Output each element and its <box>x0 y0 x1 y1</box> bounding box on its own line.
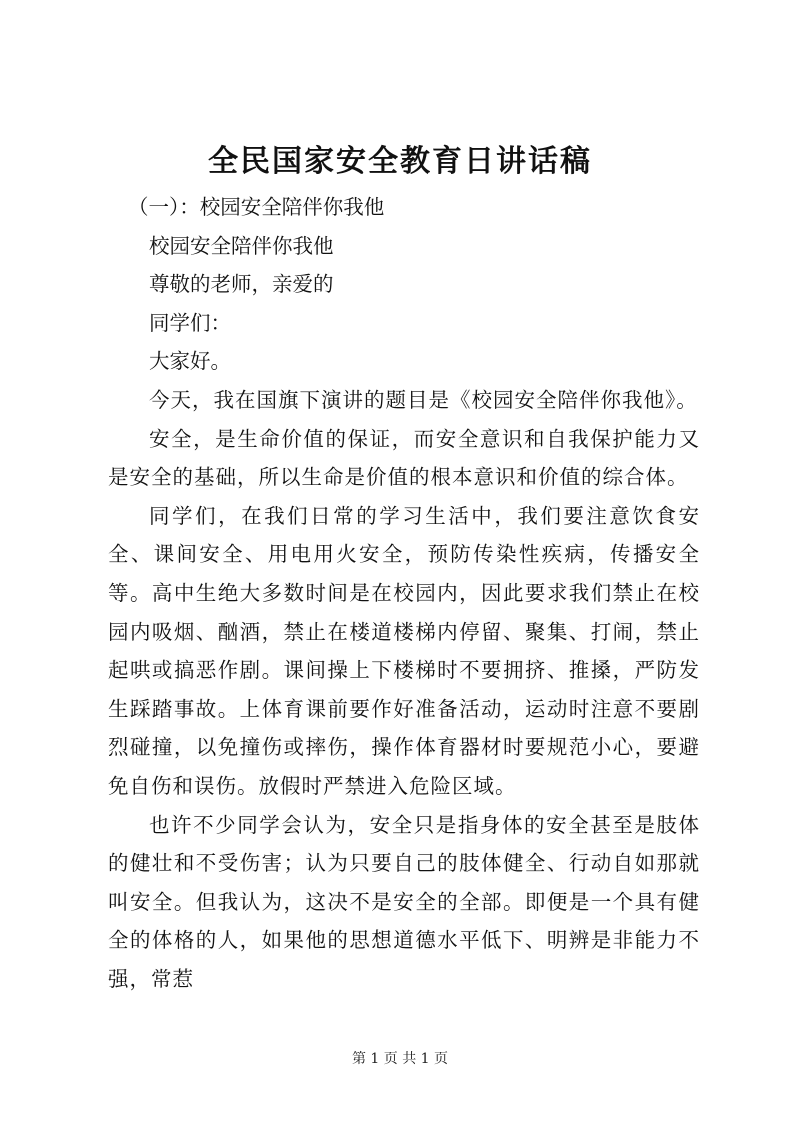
paragraph-speech-topic: 今天，我在国旗下演讲的题目是《校园安全陪伴你我他》。 <box>149 387 698 412</box>
page-footer: 第 1 页 共 1 页 <box>351 1051 449 1067</box>
subtitle: （一）：校园安全陪伴你我他 <box>128 195 385 219</box>
document-body <box>108 188 700 998</box>
section-heading: 校园安全陪伴你我他 <box>149 233 334 258</box>
paragraph-daily-safety: 同学们，在我们日常的学习生活中，我们要注意饮食安全、课间安全、用电用火安全，预防传染性疾病，传播安全等。高中生绝大多数时间是在校园内，因此要求我们禁止在校园内吸烟、酗酒，禁止在楼道楼梯内停留、聚集、打闹，禁止起哄或搞恶作剧。课间操上下楼梯时不要拥挤、推搡，严防发生踩踏事故。上体育课前要作好准备活动，运动时注意不要剧烈碰撞，以免撞伤或摔伤，操作体育器材时要规范小心，要避免自伤和误伤。放假时严禁进入危险区域。 <box>108 503 700 798</box>
salutation-line-1: 尊敬的老师，亲爱的 <box>149 272 334 297</box>
document-title: 全民国家安全教育日讲话稿 <box>208 144 592 179</box>
salutation-line-2: 同学们： <box>149 310 231 335</box>
paragraph-safety-value: 安全，是生命价值的保证，而安全意识和自我保护能力又是安全的基础，所以生命是价值的根本意识和价值的综合体。 <box>108 426 700 490</box>
paragraph-beyond-physical: 也许不少同学会认为，安全只是指身体的安全甚至是肢体的健壮和不受伤害；认为只要自己的肢体健全、行动自如那就叫安全。但我认为，这决不是安全的全部。即便是一个具有健全的体格的人，如果他的思想道德水平低下、明辨是非能力不强，常惹 <box>108 812 700 991</box>
greeting: 大家好。 <box>149 349 231 374</box>
